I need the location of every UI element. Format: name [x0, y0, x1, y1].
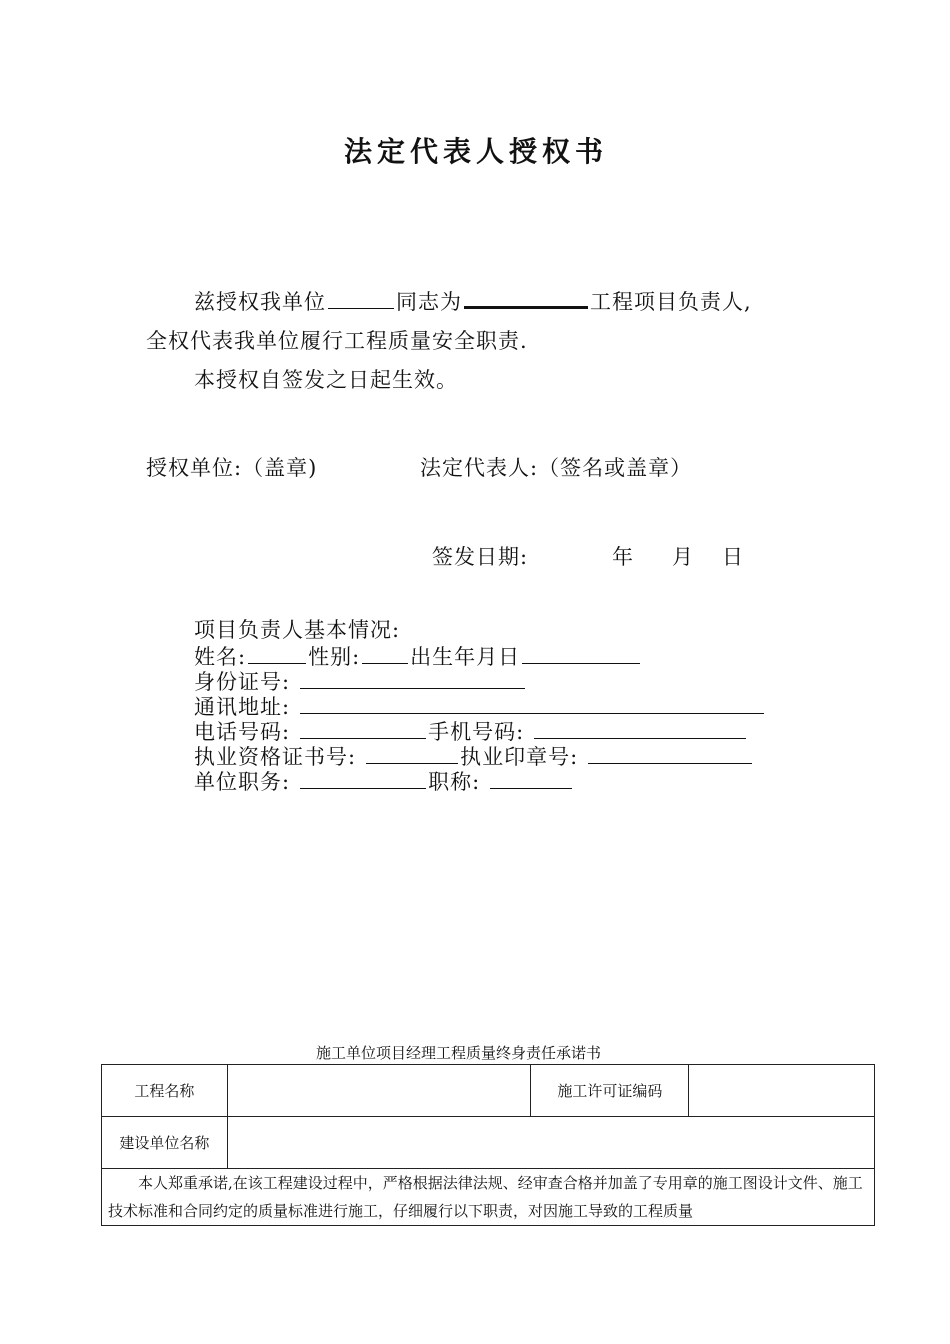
- authorization-text-b: 同志为: [396, 290, 462, 314]
- commitment-caption: 施工单位项目经理工程质量终身责任承诺书: [316, 1044, 602, 1062]
- id-field[interactable]: [300, 668, 525, 689]
- authorization-text-c: 工程项目负责人,: [590, 290, 752, 314]
- id-label: 身份证号:: [194, 670, 291, 694]
- table-row: [102, 1065, 875, 1117]
- owner-unit-label: 建设单位名称: [102, 1117, 228, 1169]
- info-row-phone: [194, 718, 766, 743]
- position-label: 单位职务:: [194, 770, 291, 794]
- document-title: 法定代表人授权书: [344, 135, 609, 168]
- cert-field[interactable]: [366, 743, 458, 764]
- project-name-cell[interactable]: [227, 1065, 531, 1117]
- promise-text: 本人郑重承诺,在该工程建设过程中，严格根据法律法规、经审查合格并加盖了专用章的施工图设计文件、施工技术标准和合同约定的质量标准进行施工，仔细履行以下职责，对因施工导致的工程质量: [102, 1169, 875, 1226]
- name-field[interactable]: [248, 643, 306, 664]
- authorization-line-1: [194, 286, 752, 316]
- address-field[interactable]: [300, 693, 764, 714]
- seal-field[interactable]: [588, 743, 752, 764]
- authorization-line-3: 本授权自签发之日起生效。: [194, 368, 458, 392]
- info-row-name: [194, 643, 766, 668]
- project-lead-info: [194, 618, 766, 793]
- authorizing-unit-label: 授权单位:（盖章): [146, 456, 318, 480]
- mobile-field[interactable]: [534, 718, 746, 739]
- info-row-address: [194, 693, 766, 718]
- table-row: [102, 1117, 875, 1169]
- date-day-label: 日: [722, 545, 744, 569]
- gender-label: 性别:: [308, 645, 361, 669]
- info-row-cert: [194, 743, 766, 768]
- date-year-label: 年: [612, 545, 634, 569]
- phone-label: 电话号码:: [194, 720, 291, 744]
- phone-field[interactable]: [300, 718, 426, 739]
- comrade-blank[interactable]: [464, 286, 588, 309]
- legal-representative-label: 法定代表人:（签名或盖章）: [420, 456, 693, 480]
- project-name-label: 工程名称: [102, 1065, 228, 1117]
- info-row-id: [194, 668, 766, 693]
- table-row: [102, 1169, 875, 1226]
- authorization-line-2: 全权代表我单位履行工程质量安全职责.: [146, 329, 528, 353]
- gender-field[interactable]: [362, 643, 408, 664]
- permit-number-cell[interactable]: [689, 1065, 875, 1117]
- authorization-text-a: 兹授权我单位: [194, 290, 326, 314]
- issue-date-label: 签发日期:: [432, 545, 529, 569]
- title-label: 职称:: [428, 770, 481, 794]
- permit-number-label: 施工许可证编码: [531, 1065, 689, 1117]
- commitment-table: [101, 1064, 875, 1226]
- name-label: 姓名:: [194, 645, 247, 669]
- seal-label: 执业印章号:: [460, 745, 579, 769]
- position-field[interactable]: [300, 768, 426, 789]
- unit-blank[interactable]: [328, 288, 394, 309]
- title-field[interactable]: [490, 768, 572, 789]
- mobile-label: 手机号码:: [428, 720, 525, 744]
- info-row-position: [194, 768, 766, 793]
- date-month-label: 月: [672, 545, 694, 569]
- address-label: 通讯地址:: [194, 695, 291, 719]
- birth-label: 出生年月日: [410, 645, 521, 669]
- birth-field[interactable]: [522, 643, 640, 664]
- owner-unit-cell[interactable]: [227, 1117, 874, 1169]
- info-heading: 项目负责人基本情况:: [194, 618, 401, 642]
- cert-label: 执业资格证书号:: [194, 745, 357, 769]
